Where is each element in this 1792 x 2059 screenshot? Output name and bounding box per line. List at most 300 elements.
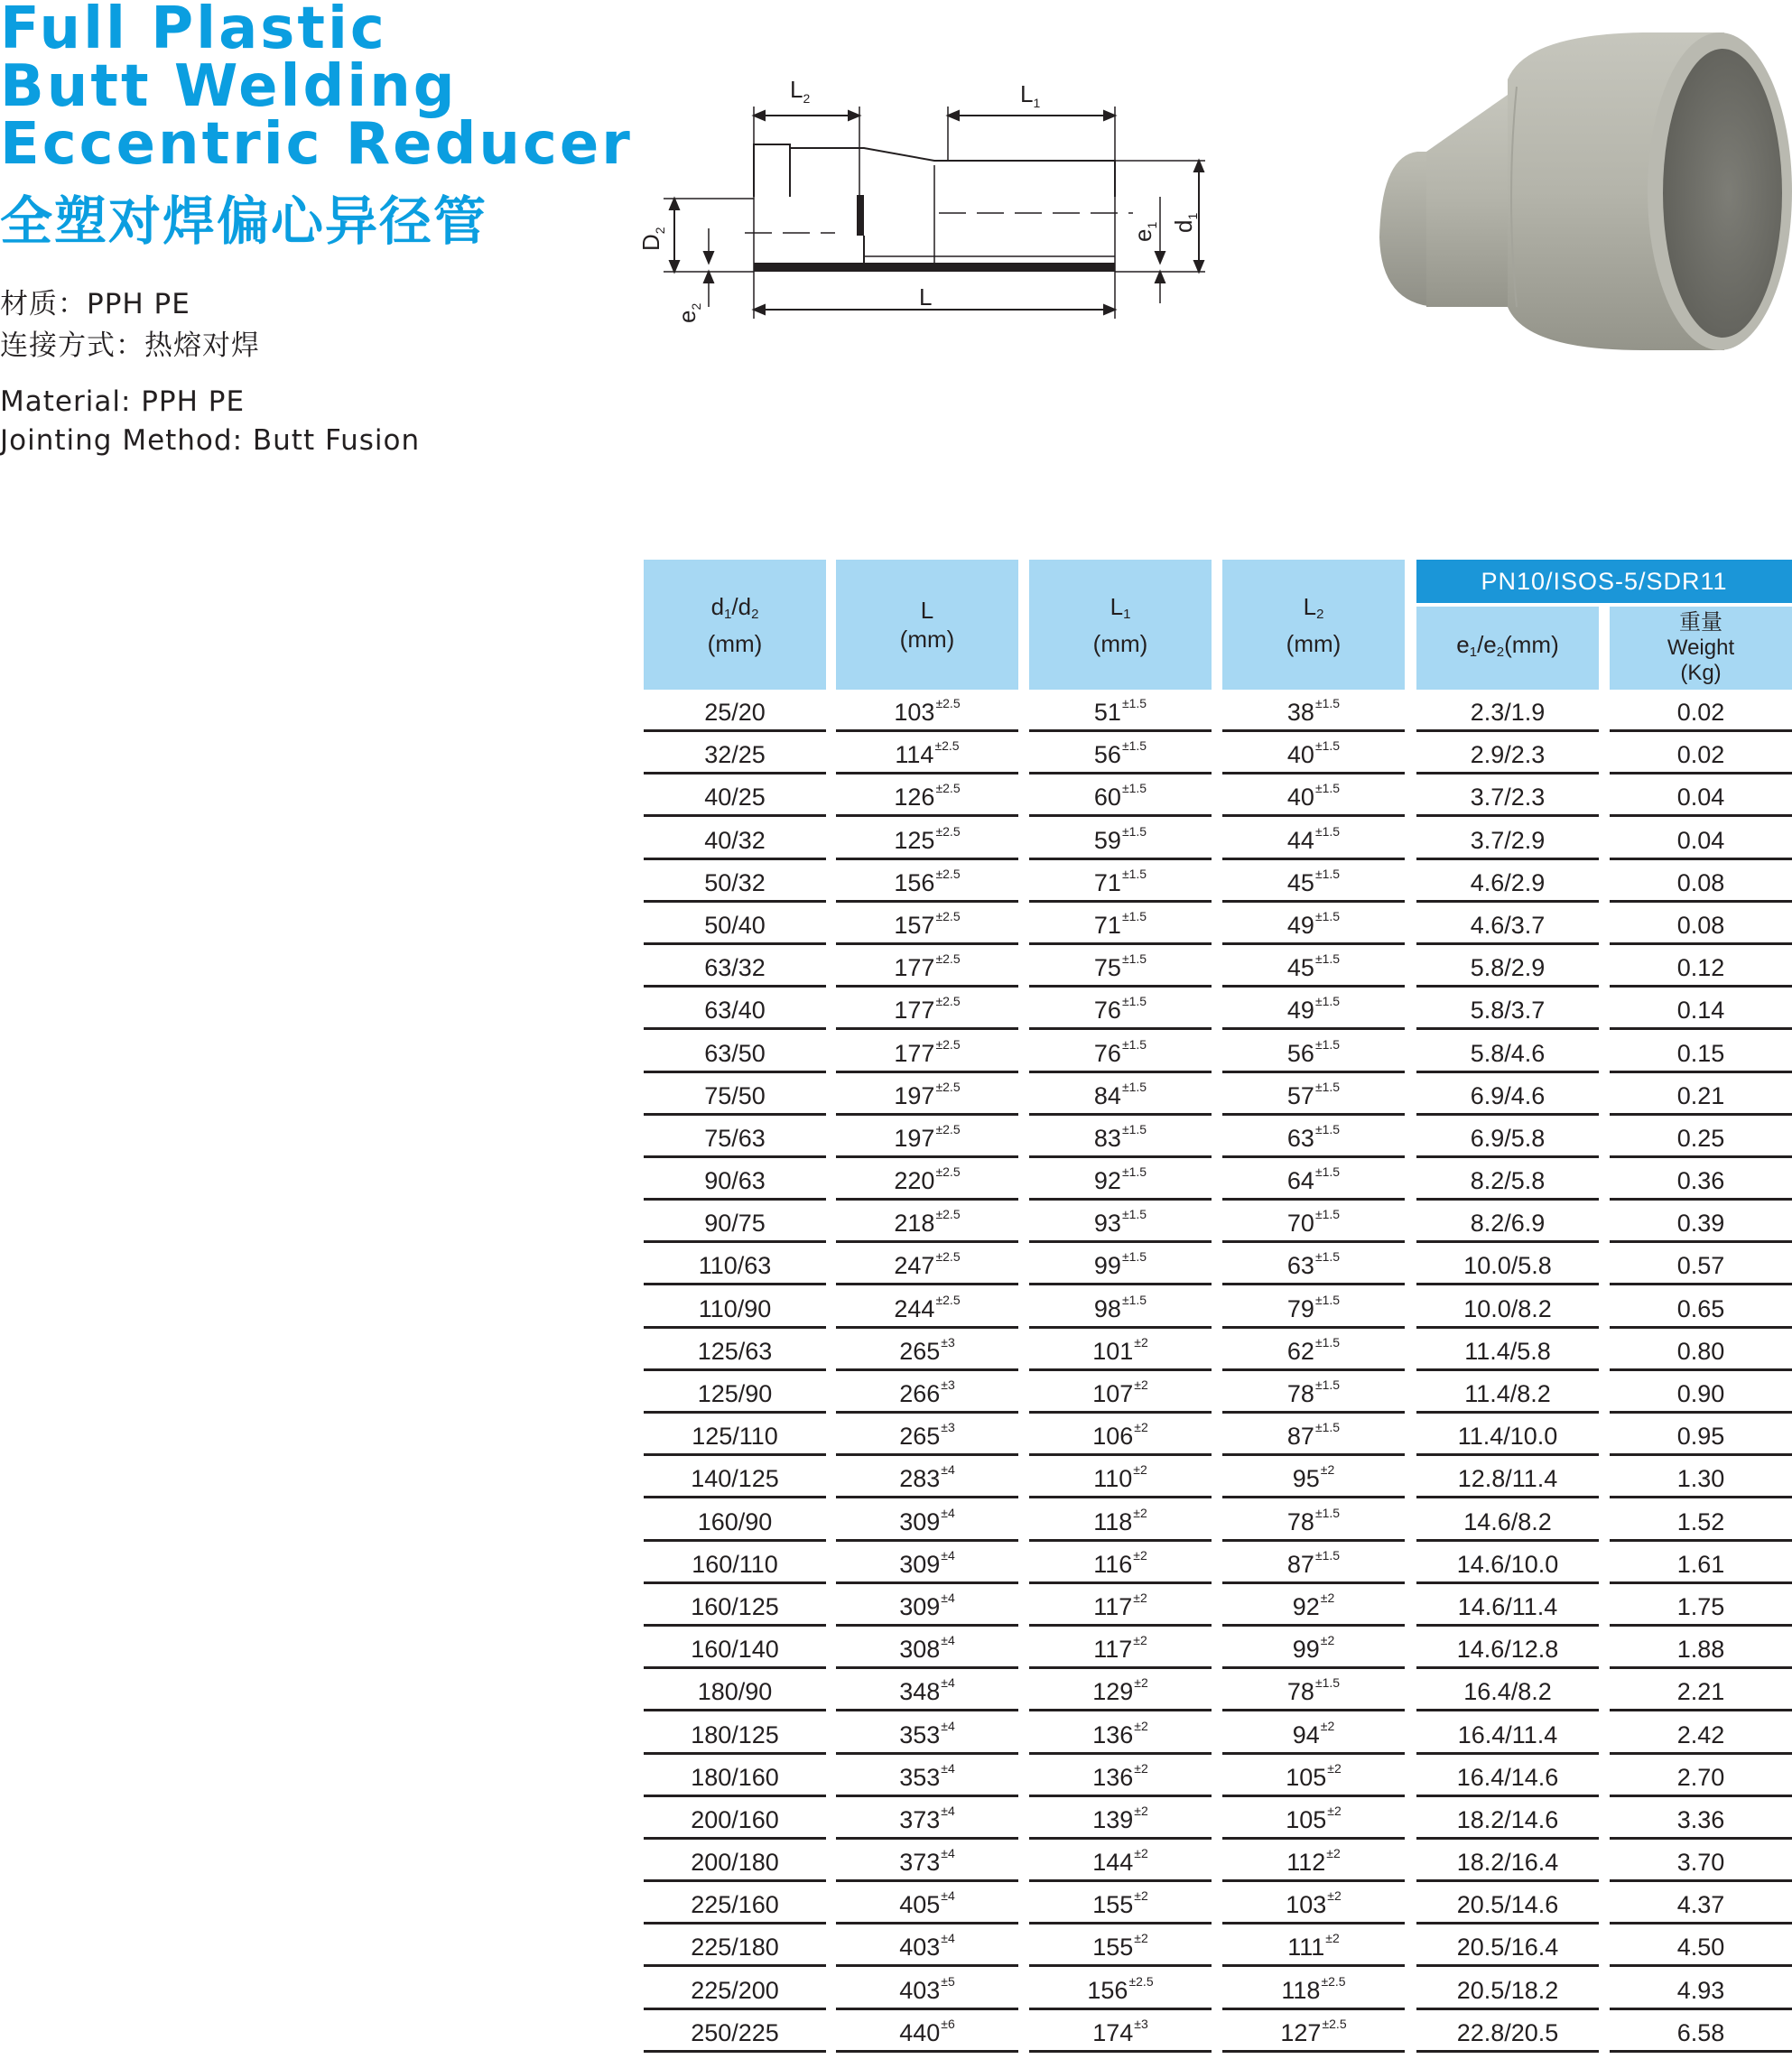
cell-e xyxy=(1416,1755,1599,1797)
cell-tolerance: ±1.5 xyxy=(1314,1121,1341,1136)
cell-L2 xyxy=(1222,2010,1405,2053)
cell-value: 63/40 xyxy=(704,997,766,1025)
cell-e xyxy=(1416,1158,1599,1201)
cell-L2 xyxy=(1222,1925,1405,1967)
cell-value: 110/63 xyxy=(698,1252,772,1280)
cell-tolerance: ±6 xyxy=(941,2016,955,2031)
cell-tolerance: ±2 xyxy=(1134,1718,1148,1733)
cell-value: 308 xyxy=(899,1636,941,1664)
cell-value: 200/180 xyxy=(691,1849,779,1877)
cell-e xyxy=(1416,2010,1599,2053)
cell-tolerance: ±2.5 xyxy=(935,1036,961,1052)
cell-value: 160/140 xyxy=(691,1636,779,1664)
cell-e xyxy=(1416,732,1599,774)
cell-tolerance: ±1.5 xyxy=(1121,994,1147,1009)
cell-tolerance: ±2 xyxy=(1134,1803,1148,1818)
table-row xyxy=(644,1712,1792,1755)
label-L: L xyxy=(919,283,933,311)
cell-L2 xyxy=(1222,988,1405,1030)
cell-tolerance: ±2.5 xyxy=(935,994,961,1009)
table-row xyxy=(644,1755,1792,1797)
cell-value: 101 xyxy=(1092,1337,1134,1365)
cell-L xyxy=(836,1797,1018,1840)
cell-d xyxy=(644,1627,826,1669)
cell-value: 0.08 xyxy=(1676,911,1725,939)
cell-value: 4.50 xyxy=(1676,1934,1725,1962)
cell-tolerance: ±1.5 xyxy=(1314,1249,1341,1265)
cell-L2 xyxy=(1222,1627,1405,1669)
cell-tolerance: ±2 xyxy=(1327,1888,1342,1904)
table-header xyxy=(644,560,1792,690)
cell-value: 283 xyxy=(899,1465,941,1493)
cell-value: 118 xyxy=(1281,1976,1321,2004)
cell-value: 0.90 xyxy=(1676,1380,1725,1407)
cell-e xyxy=(1416,860,1599,903)
cell-d xyxy=(644,1882,826,1925)
cell-d xyxy=(644,1755,826,1797)
cell-value: 136 xyxy=(1092,1763,1134,1791)
cell-value: 247 xyxy=(894,1252,935,1280)
cell-value: 40 xyxy=(1286,784,1314,812)
cell-value: 3.7/2.9 xyxy=(1470,826,1546,854)
cell-value: 140/125 xyxy=(691,1465,779,1493)
cell-d xyxy=(644,818,826,860)
cell-e xyxy=(1416,690,1599,732)
cell-L xyxy=(836,2010,1018,2053)
cell-L2 xyxy=(1222,1968,1405,2010)
cell-L xyxy=(836,1158,1018,1201)
cell-weight xyxy=(1610,1031,1792,1073)
cell-value: 197 xyxy=(894,1124,935,1152)
cell-L xyxy=(836,1925,1018,1967)
cell-value: 16.4/14.6 xyxy=(1456,1763,1559,1791)
cell-value: 60 xyxy=(1093,784,1121,812)
cell-tolerance: ±2 xyxy=(1327,1803,1342,1818)
cell-L xyxy=(836,1414,1018,1456)
cell-d xyxy=(644,1414,826,1456)
cell-L2 xyxy=(1222,1456,1405,1498)
cell-tolerance: ±2 xyxy=(1320,1718,1335,1733)
cell-value: 45 xyxy=(1286,954,1314,982)
title-line-1: Full Plastic xyxy=(0,0,387,62)
cell-value: 309 xyxy=(899,1507,941,1535)
cell-value: 112 xyxy=(1286,1849,1326,1877)
cell-value: 18.2/16.4 xyxy=(1456,1849,1559,1877)
cell-L2 xyxy=(1222,1073,1405,1116)
cell-value: 56 xyxy=(1286,1039,1314,1067)
cell-value: 125/63 xyxy=(697,1337,773,1365)
cell-L1 xyxy=(1029,1797,1212,1840)
cell-value: 177 xyxy=(894,1039,935,1067)
cell-e xyxy=(1416,1286,1599,1329)
cell-e xyxy=(1416,1968,1599,2010)
cell-value: 20.5/16.4 xyxy=(1456,1934,1559,1962)
cell-L2 xyxy=(1222,945,1405,988)
cell-value: 62 xyxy=(1286,1337,1314,1365)
cell-L xyxy=(836,1840,1018,1882)
cell-e xyxy=(1416,818,1599,860)
cell-value: 0.36 xyxy=(1676,1167,1725,1195)
cell-tolerance: ±4 xyxy=(941,1718,955,1733)
cell-L1 xyxy=(1029,818,1212,860)
table-row xyxy=(644,1158,1792,1201)
cell-value: 40/32 xyxy=(704,826,766,854)
cell-d xyxy=(644,1968,826,2010)
table-row xyxy=(644,1542,1792,1584)
cell-value: 22.8/20.5 xyxy=(1456,2018,1559,2046)
cell-value: 125/110 xyxy=(692,1423,778,1451)
cell-L xyxy=(836,1286,1018,1329)
cell-tolerance: ±1.5 xyxy=(1121,1036,1147,1052)
product-photo xyxy=(1345,16,1792,366)
cell-value: 0.95 xyxy=(1676,1423,1725,1451)
cell-L2 xyxy=(1222,1414,1405,1456)
cell-value: 126 xyxy=(894,784,935,812)
cell-weight xyxy=(1610,1797,1792,1840)
cell-e xyxy=(1416,1797,1599,1840)
cell-L1 xyxy=(1029,1371,1212,1414)
cell-value: 18.2/14.6 xyxy=(1456,1805,1559,1833)
cell-value: 156 xyxy=(1087,1976,1128,2004)
cell-value: 144 xyxy=(1092,1849,1134,1877)
cell-tolerance: ±1.5 xyxy=(1121,1121,1147,1136)
cell-L1 xyxy=(1029,860,1212,903)
cell-tolerance: ±1.5 xyxy=(1314,994,1341,1009)
jointing-en: Jointing Method: Butt Fusion xyxy=(0,424,421,457)
cell-L2 xyxy=(1222,1882,1405,1925)
cell-e xyxy=(1416,1201,1599,1243)
cell-L2 xyxy=(1222,1755,1405,1797)
cell-value: 174 xyxy=(1092,2018,1134,2046)
cell-value: 117 xyxy=(1093,1636,1133,1664)
cell-value: 51 xyxy=(1093,699,1121,726)
cell-tolerance: ±2 xyxy=(1320,1462,1335,1478)
cell-L1 xyxy=(1029,1840,1212,1882)
cell-value: 2.70 xyxy=(1676,1763,1725,1791)
cell-value: 63/32 xyxy=(704,954,766,982)
cell-value: 10.0/5.8 xyxy=(1463,1252,1552,1280)
cell-tolerance: ±1.5 xyxy=(1314,781,1341,796)
cell-d xyxy=(644,1456,826,1498)
cell-L1 xyxy=(1029,1627,1212,1669)
cell-value: 218 xyxy=(894,1210,935,1238)
cell-value: 160/90 xyxy=(697,1507,773,1535)
cell-value: 94 xyxy=(1292,1720,1320,1748)
cell-value: 129 xyxy=(1092,1678,1134,1706)
cell-value: 111 xyxy=(1287,1934,1325,1962)
cell-weight xyxy=(1610,690,1792,732)
cell-value: 225/160 xyxy=(691,1891,779,1919)
cell-L2 xyxy=(1222,732,1405,774)
label-L1: $L_1$ xyxy=(1020,80,1041,110)
material-en: Material: PPH PE xyxy=(0,385,246,418)
header-d: $d_1/d_2$ (mm) xyxy=(644,560,826,690)
cell-value: 11.4/10.0 xyxy=(1457,1423,1558,1451)
cell-e xyxy=(1416,1371,1599,1414)
label-e2: $e_2$ xyxy=(673,302,703,323)
cell-value: 50/40 xyxy=(704,911,766,939)
cell-L2 xyxy=(1222,1371,1405,1414)
cell-tolerance: ±2 xyxy=(1134,1334,1148,1349)
cell-value: 353 xyxy=(899,1763,941,1791)
cell-L xyxy=(836,1243,1018,1285)
cell-value: 177 xyxy=(894,997,935,1025)
cell-value: 0.14 xyxy=(1676,997,1725,1025)
cell-L xyxy=(836,1882,1018,1925)
cell-weight xyxy=(1610,1286,1792,1329)
cell-value: 139 xyxy=(1092,1805,1134,1833)
table-row xyxy=(644,860,1792,903)
cell-e xyxy=(1416,903,1599,945)
cell-value: 10.0/8.2 xyxy=(1463,1294,1552,1322)
cell-tolerance: ±4 xyxy=(941,1633,955,1648)
cell-e xyxy=(1416,1542,1599,1584)
table-body xyxy=(644,690,1792,2053)
cell-L xyxy=(836,988,1018,1030)
cell-e xyxy=(1416,1840,1599,1882)
cell-tolerance: ±1.5 xyxy=(1314,1036,1341,1052)
header-L2: $L_2$ (mm) xyxy=(1222,560,1405,690)
cell-tolerance: ±2 xyxy=(1326,1846,1341,1861)
cell-value: 265 xyxy=(899,1337,941,1365)
cell-tolerance: ±4 xyxy=(941,1888,955,1904)
cell-value: 2.9/2.3 xyxy=(1470,741,1546,769)
cell-L xyxy=(836,945,1018,988)
table-row xyxy=(644,690,1792,732)
table-row xyxy=(644,945,1792,988)
label-D2: $D_2$ xyxy=(637,227,667,251)
cell-value: 75 xyxy=(1093,954,1121,982)
cell-tolerance: ±2 xyxy=(1134,1377,1148,1392)
cell-L xyxy=(836,1669,1018,1711)
cell-value: 64 xyxy=(1286,1167,1314,1195)
cell-e xyxy=(1416,1584,1599,1627)
cell-d xyxy=(644,1371,826,1414)
cell-tolerance: ±2 xyxy=(1320,1633,1335,1648)
cell-L1 xyxy=(1029,1712,1212,1755)
cell-value: 405 xyxy=(899,1891,941,1919)
cell-value: 1.52 xyxy=(1676,1507,1725,1535)
cell-tolerance: ±2.5 xyxy=(934,738,960,754)
cell-value: 0.57 xyxy=(1676,1252,1725,1280)
cell-L1 xyxy=(1029,1755,1212,1797)
cell-weight xyxy=(1610,1542,1792,1584)
cell-value: 1.88 xyxy=(1676,1636,1725,1664)
cell-value: 0.02 xyxy=(1676,699,1725,726)
cell-value: 250/225 xyxy=(691,2018,779,2046)
cell-value: 14.6/12.8 xyxy=(1456,1636,1559,1664)
cell-tolerance: ±5 xyxy=(941,1973,955,1989)
cell-L1 xyxy=(1029,988,1212,1030)
jointing-cn: 连接方式：热熔对焊 xyxy=(0,329,260,362)
table-row xyxy=(644,1882,1792,1925)
cell-tolerance: ±2.5 xyxy=(935,1292,961,1307)
cell-tolerance: ±1.5 xyxy=(1121,781,1147,796)
table-row xyxy=(644,1627,1792,1669)
cell-value: 136 xyxy=(1092,1720,1134,1748)
cell-L2 xyxy=(1222,1031,1405,1073)
cell-L1 xyxy=(1029,1201,1212,1243)
title-line-2: Butt Welding xyxy=(0,53,458,120)
cell-e xyxy=(1416,1116,1599,1158)
cell-tolerance: ±1.5 xyxy=(1314,1675,1341,1691)
cell-value: 49 xyxy=(1286,911,1314,939)
cell-L xyxy=(836,1627,1018,1669)
cell-weight xyxy=(1610,1456,1792,1498)
cell-L1 xyxy=(1029,1584,1212,1627)
cell-value: 2.3/1.9 xyxy=(1470,699,1546,726)
cell-L1 xyxy=(1029,1158,1212,1201)
table-row xyxy=(644,1414,1792,1456)
cell-L xyxy=(836,1116,1018,1158)
cell-tolerance: ±1.5 xyxy=(1121,738,1147,754)
cell-value: 0.08 xyxy=(1676,868,1725,896)
cell-tolerance: ±3 xyxy=(941,1334,955,1349)
cell-tolerance: ±1.5 xyxy=(1314,1334,1341,1349)
cell-value: 0.65 xyxy=(1676,1294,1725,1322)
cell-L2 xyxy=(1222,1669,1405,1711)
cell-value: 70 xyxy=(1286,1210,1314,1238)
cell-d xyxy=(644,1158,826,1201)
cell-tolerance: ±4 xyxy=(941,1462,955,1478)
cell-L xyxy=(836,1456,1018,1498)
table-row xyxy=(644,1925,1792,1967)
cell-L1 xyxy=(1029,903,1212,945)
cell-tolerance: ±4 xyxy=(941,1547,955,1563)
cell-weight xyxy=(1610,860,1792,903)
cell-L2 xyxy=(1222,818,1405,860)
cell-value: 0.02 xyxy=(1676,741,1725,769)
label-e1: $e_1$ xyxy=(1129,221,1159,242)
cell-value: 1.75 xyxy=(1676,1592,1725,1620)
cell-weight xyxy=(1610,774,1792,817)
cell-value: 3.7/2.3 xyxy=(1470,784,1546,812)
cell-value: 20.5/18.2 xyxy=(1456,1976,1559,2004)
cell-L1 xyxy=(1029,1414,1212,1456)
cell-L xyxy=(836,690,1018,732)
cell-value: 90/75 xyxy=(704,1210,766,1238)
cell-weight xyxy=(1610,1329,1792,1371)
cell-value: 125 xyxy=(894,826,935,854)
cell-L1 xyxy=(1029,1542,1212,1584)
cell-value: 266 xyxy=(899,1380,941,1407)
cell-value: 6.58 xyxy=(1676,2018,1725,2046)
cell-tolerance: ±2 xyxy=(1320,1590,1335,1605)
cell-e xyxy=(1416,1329,1599,1371)
cell-value: 92 xyxy=(1093,1167,1121,1195)
cell-value: 177 xyxy=(894,954,935,982)
cell-value: 87 xyxy=(1286,1423,1314,1451)
cell-value: 157 xyxy=(894,911,935,939)
cell-value: 57 xyxy=(1286,1081,1314,1109)
cell-value: 373 xyxy=(899,1805,941,1833)
cell-tolerance: ±2.5 xyxy=(1321,1973,1346,1989)
cell-tolerance: ±1.5 xyxy=(1121,1249,1147,1265)
cell-value: 110 xyxy=(1093,1465,1133,1493)
cell-value: 220 xyxy=(894,1167,935,1195)
cell-value: 3.70 xyxy=(1676,1849,1725,1877)
cell-value: 155 xyxy=(1092,1934,1134,1962)
cell-value: 45 xyxy=(1286,868,1314,896)
cell-value: 76 xyxy=(1093,1039,1121,1067)
cell-value: 5.8/4.6 xyxy=(1470,1039,1546,1067)
cell-weight xyxy=(1610,1499,1792,1542)
cell-value: 50/32 xyxy=(704,868,766,896)
cell-tolerance: ±4 xyxy=(941,1675,955,1691)
table-row xyxy=(644,988,1792,1030)
cell-d xyxy=(644,1499,826,1542)
cell-tolerance: ±1.5 xyxy=(1314,908,1341,923)
cell-tolerance: ±1.5 xyxy=(1121,951,1147,967)
cell-value: 98 xyxy=(1093,1294,1121,1322)
cell-e xyxy=(1416,1712,1599,1755)
cell-tolerance: ±1.5 xyxy=(1314,1207,1341,1222)
cell-weight xyxy=(1610,2010,1792,2053)
cell-value: 6.9/5.8 xyxy=(1470,1124,1546,1152)
cell-tolerance: ±3 xyxy=(941,1420,955,1435)
cell-tolerance: ±4 xyxy=(941,1505,955,1520)
cell-L2 xyxy=(1222,1329,1405,1371)
cell-value: 106 xyxy=(1092,1423,1134,1451)
cell-d xyxy=(644,2010,826,2053)
cell-e xyxy=(1416,1456,1599,1498)
cell-weight xyxy=(1610,988,1792,1030)
cell-tolerance: ±3 xyxy=(941,1377,955,1392)
table-row xyxy=(644,1968,1792,2010)
cell-tolerance: ±2 xyxy=(1134,1888,1148,1904)
cell-value: 63/50 xyxy=(704,1039,766,1067)
cell-value: 155 xyxy=(1092,1891,1134,1919)
cell-tolerance: ±4 xyxy=(941,1590,955,1605)
cell-value: 110/90 xyxy=(698,1294,772,1322)
cell-L1 xyxy=(1029,732,1212,774)
cell-L1 xyxy=(1029,1968,1212,2010)
table-row xyxy=(644,1201,1792,1243)
cell-e xyxy=(1416,1882,1599,1925)
cell-value: 0.39 xyxy=(1676,1210,1725,1238)
cell-e xyxy=(1416,1669,1599,1711)
cell-L1 xyxy=(1029,1456,1212,1498)
cell-value: 0.25 xyxy=(1676,1124,1725,1152)
cell-value: 0.80 xyxy=(1676,1337,1725,1365)
cell-value: 105 xyxy=(1286,1763,1327,1791)
cell-L xyxy=(836,1031,1018,1073)
cell-value: 6.9/4.6 xyxy=(1470,1081,1546,1109)
cell-d xyxy=(644,903,826,945)
cell-tolerance: ±2.5 xyxy=(935,1079,961,1094)
cell-value: 4.6/2.9 xyxy=(1470,868,1546,896)
cell-value: 125/90 xyxy=(697,1380,773,1407)
cell-value: 103 xyxy=(1286,1891,1327,1919)
cell-L2 xyxy=(1222,1158,1405,1201)
cell-value: 14.6/11.4 xyxy=(1457,1592,1558,1620)
cell-tolerance: ±1.5 xyxy=(1314,696,1341,710)
cell-value: 118 xyxy=(1093,1507,1133,1535)
cell-tolerance: ±2 xyxy=(1134,1760,1148,1776)
cell-e xyxy=(1416,1414,1599,1456)
cell-value: 16.4/8.2 xyxy=(1463,1678,1552,1706)
cell-value: 78 xyxy=(1286,1507,1314,1535)
cell-tolerance: ±2.5 xyxy=(1322,2016,1347,2031)
cell-tolerance: ±2.5 xyxy=(935,866,961,881)
cell-weight xyxy=(1610,1925,1792,1967)
table-row xyxy=(644,774,1792,817)
spec-table xyxy=(644,560,1792,2053)
cell-d xyxy=(644,1925,826,1967)
cell-tolerance: ±2.5 xyxy=(935,696,961,710)
cell-tolerance: ±2.5 xyxy=(935,908,961,923)
table-row xyxy=(644,732,1792,774)
